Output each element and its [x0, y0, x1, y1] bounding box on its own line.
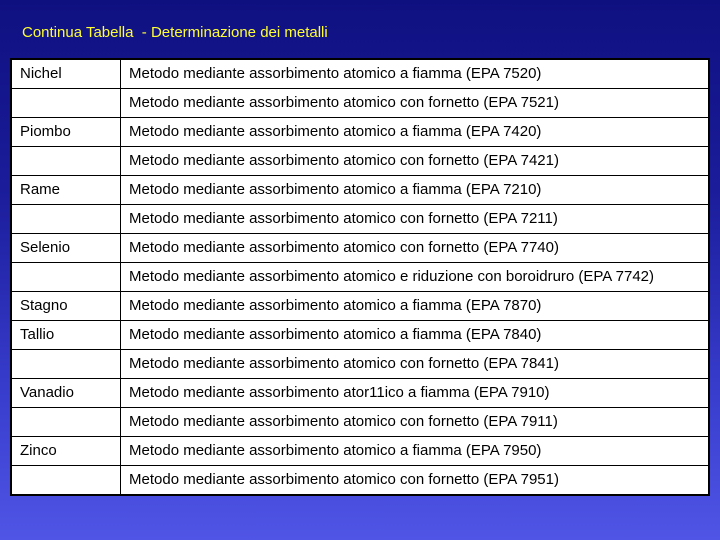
method-cell: Metodo mediante assorbimento atomico a fiamma (EPA 7870): [121, 292, 710, 321]
metal-cell: [11, 205, 121, 234]
table-row: [11, 408, 709, 437]
method-cell: Metodo mediante assorbimento atomico con fornetto (EPA 7421): [121, 147, 710, 176]
method-cell: Metodo mediante assorbimento atomico a fiamma (EPA 7950): [121, 437, 710, 466]
table-row: [11, 147, 709, 176]
method-cell: Metodo mediante assorbimento atomico con fornetto (EPA 7911): [121, 408, 710, 437]
table-row: [11, 350, 709, 379]
method-cell: Metodo mediante assorbimento atomico con fornetto (EPA 7211): [121, 205, 710, 234]
table-row: [11, 205, 709, 234]
table-row: [11, 466, 709, 496]
metal-cell: Piombo: [11, 118, 121, 147]
method-cell: Metodo mediante assorbimento ator11ico a fiamma (EPA 7910): [121, 379, 710, 408]
table-row: [11, 176, 709, 205]
method-cell: Metodo mediante assorbimento atomico con fornetto (EPA 7841): [121, 350, 710, 379]
table-row: [11, 292, 709, 321]
table-row: [11, 437, 709, 466]
table-row: [11, 321, 709, 350]
method-cell: Metodo mediante assorbimento atomico con fornetto (EPA 7951): [121, 466, 710, 496]
table-row: [11, 234, 709, 263]
metal-cell: [11, 466, 121, 496]
table-row: [11, 59, 709, 89]
method-cell: Metodo mediante assorbimento atomico a fiamma (EPA 7420): [121, 118, 710, 147]
metal-cell: Tallio: [11, 321, 121, 350]
metal-cell: [11, 263, 121, 292]
method-cell: Metodo mediante assorbimento atomico a fiamma (EPA 7840): [121, 321, 710, 350]
metal-cell: [11, 408, 121, 437]
metal-cell: Zinco: [11, 437, 121, 466]
metal-cell: [11, 89, 121, 118]
metals-table: [10, 58, 710, 496]
table-row: [11, 263, 709, 292]
metal-cell: [11, 350, 121, 379]
metal-cell: [11, 147, 121, 176]
metal-cell: Selenio: [11, 234, 121, 263]
metal-cell: Stagno: [11, 292, 121, 321]
method-cell: Metodo mediante assorbimento atomico a fiamma (EPA 7210): [121, 176, 710, 205]
method-cell: Metodo mediante assorbimento atomico a fiamma (EPA 7520): [121, 59, 710, 89]
page-title: Continua Tabella - Determinazione dei metalli: [22, 24, 328, 41]
metal-cell: Nichel: [11, 59, 121, 89]
method-cell: Metodo mediante assorbimento atomico con fornetto (EPA 7740): [121, 234, 710, 263]
table-row: [11, 89, 709, 118]
method-cell: Metodo mediante assorbimento atomico con fornetto (EPA 7521): [121, 89, 710, 118]
table-row: [11, 118, 709, 147]
table-row: [11, 379, 709, 408]
method-cell: Metodo mediante assorbimento atomico e riduzione con boroidruro (EPA 7742): [121, 263, 710, 292]
metal-cell: Vanadio: [11, 379, 121, 408]
metal-cell: Rame: [11, 176, 121, 205]
